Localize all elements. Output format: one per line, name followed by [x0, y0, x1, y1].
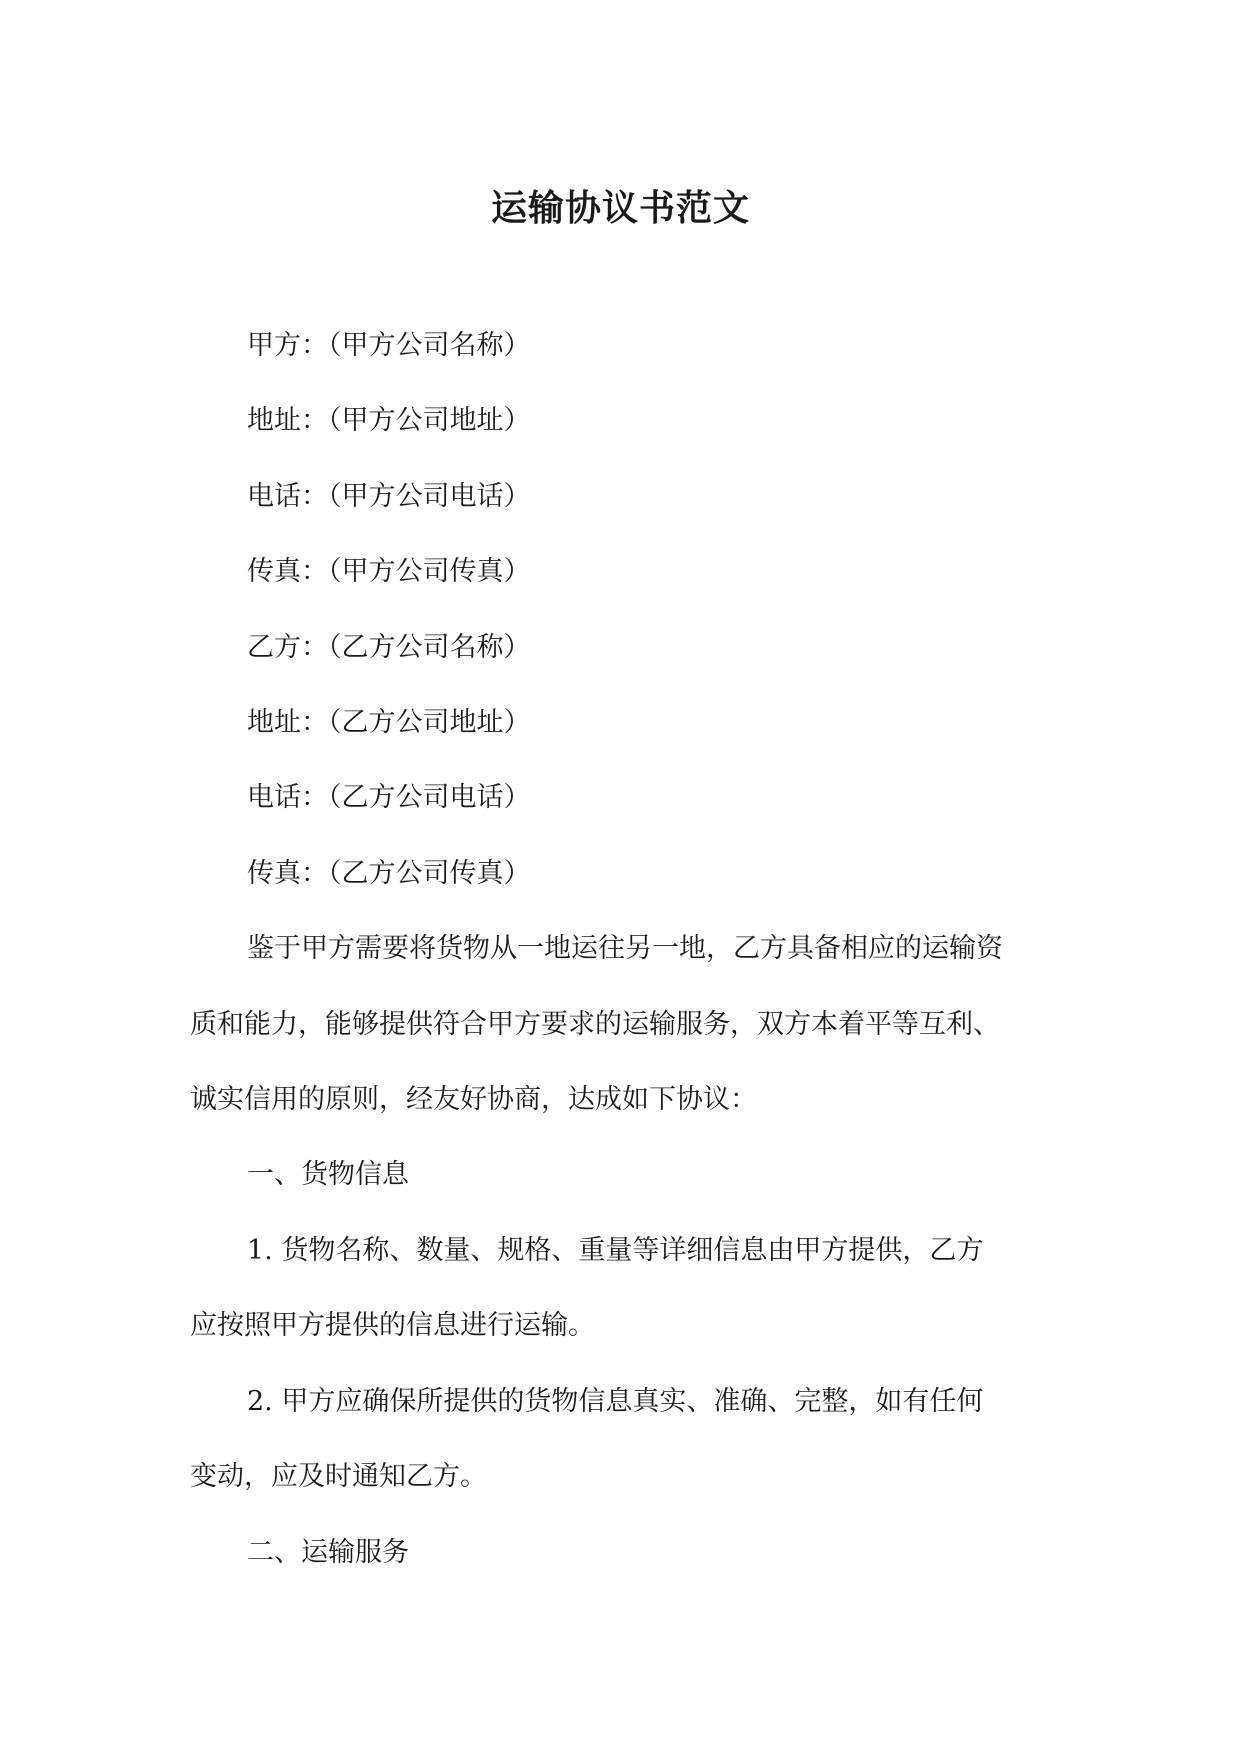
- section-1-item-2-line-1: 2. 甲方应确保所提供的货物信息真实、准确、完整，如有任何: [247, 1385, 984, 1417]
- party-a-fax: 传真：（甲方公司传真）: [247, 556, 531, 588]
- party-a-name: 甲方：（甲方公司名称）: [247, 330, 531, 361]
- party-b-address: 地址：（乙方公司地址）: [247, 707, 531, 739]
- party-a-phone: 电话：（甲方公司电话）: [247, 480, 531, 512]
- document-title: 运输协议书范文: [490, 187, 750, 229]
- preamble-line-3: 诚实信用的原则，经友好协商，达成如下协议：: [190, 1084, 757, 1116]
- party-b-phone: 电话：（乙方公司电话）: [247, 782, 531, 814]
- section-2-heading: 二、运输服务: [247, 1536, 409, 1568]
- section-1-heading: 一、货物信息: [247, 1159, 409, 1191]
- section-1-item-1-line-1: 1. 货物名称、数量、规格、重量等详细信息由甲方提供，乙方: [247, 1234, 984, 1266]
- preamble-line-1: 鉴于甲方需要将货物从一地运往另一地，乙方具备相应的运输资: [247, 933, 1003, 965]
- section-1-item-1-line-2: 应按照甲方提供的信息进行运输。: [190, 1310, 595, 1342]
- document-body: [190, 308, 1070, 1590]
- party-b-name: 乙方：（乙方公司名称）: [247, 631, 531, 663]
- section-1-item-2-line-2: 变动，应及时通知乙方。: [190, 1461, 487, 1493]
- party-a-address: 地址：（甲方公司地址）: [247, 405, 531, 437]
- party-b-fax: 传真：（乙方公司传真）: [247, 857, 531, 889]
- preamble-line-2: 质和能力，能够提供符合甲方要求的运输服务，双方本着平等互利、: [190, 1008, 1000, 1040]
